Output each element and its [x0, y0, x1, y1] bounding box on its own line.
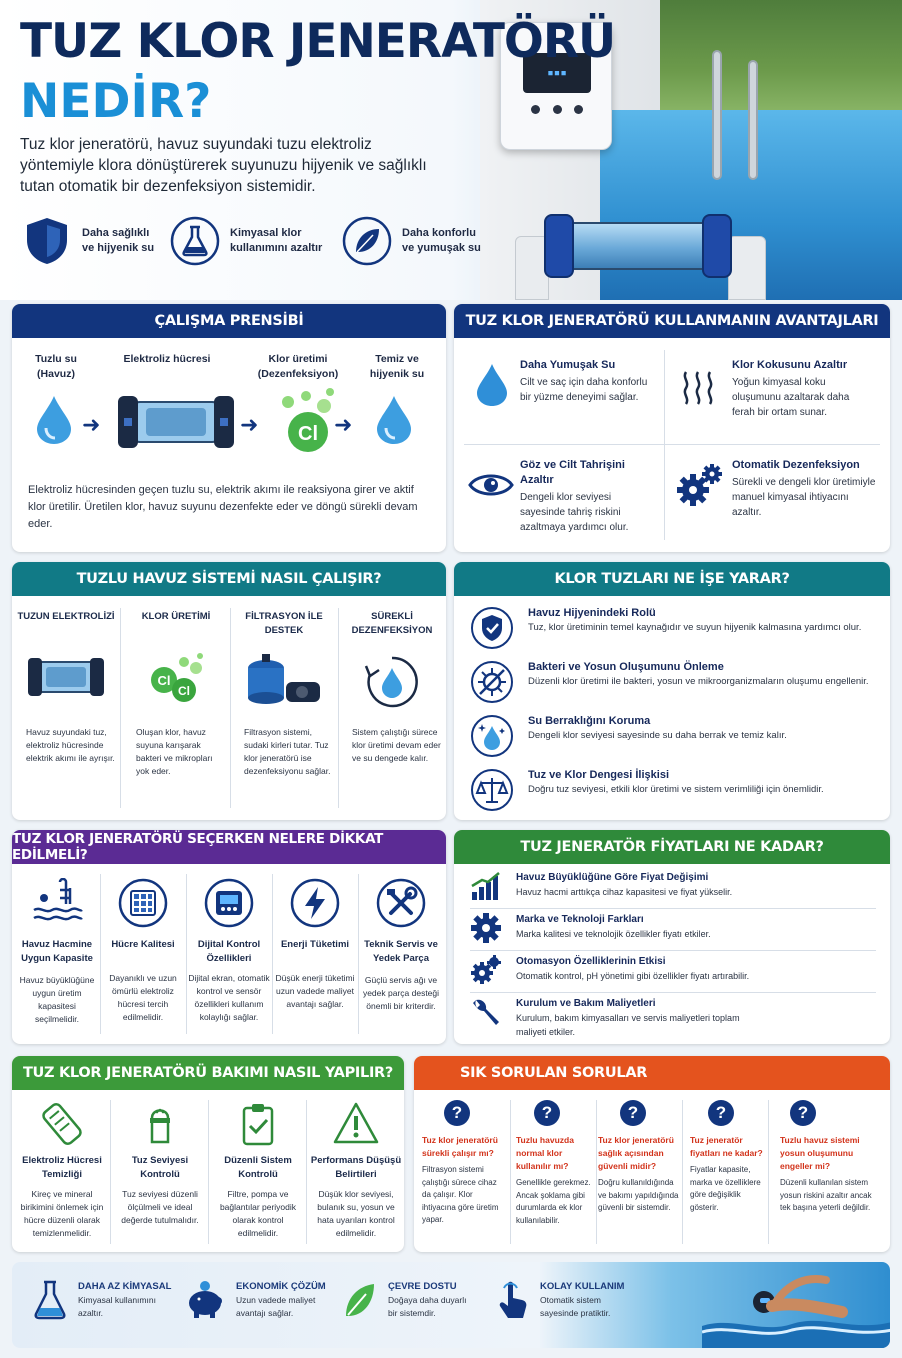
maintenance-text: Filtre, pompa ve bağlantılar periyodik olarak kontrol edilmelidir.	[219, 1189, 297, 1238]
faq-item	[598, 1100, 680, 1215]
price-factor-title: Marka ve Teknoloji Farkları	[516, 914, 644, 925]
clipboard-check-icon	[234, 1100, 282, 1148]
panel-title: TUZ KLOR JENERATÖRÜ SEÇERKEN NELERE DİKKAT EDİLMELİ?	[12, 830, 446, 864]
advantage-text: Cilt ve saç için daha konforlu bir yüzme deneyimi sağlar.	[520, 377, 648, 403]
divider	[208, 1100, 209, 1244]
price-factor-title: Otomasyon Özelliklerinin Etkisi	[516, 956, 666, 967]
faq-answer: Fiyatlar kapasite, marka ve özelliklere göre değişiklik gösterir.	[690, 1165, 761, 1212]
divider	[664, 350, 665, 540]
faq-item	[422, 1100, 506, 1227]
filter-pump-icon	[242, 652, 326, 708]
price-factor-title: Havuz Büyüklüğüne Göre Fiyat Değişimi	[516, 872, 709, 883]
advantage-item	[520, 358, 650, 405]
column-text: Filtrasyon sistemi, sudaki kirleri tutar. Tuz klor jeneratörü ise dezenfeksiyonu sağlar.	[244, 727, 331, 776]
maintenance-text: Düşük klor seviyesi, bulanık su, yosun ve hata uyarıları kontrol edilmelidir.	[317, 1189, 395, 1238]
question-icon: ?	[620, 1100, 646, 1126]
price-factor-item	[470, 912, 876, 944]
cell-grid-icon	[118, 878, 168, 928]
control-panel-icon	[204, 878, 254, 928]
question-icon: ?	[444, 1100, 470, 1126]
pool-icon	[30, 878, 84, 928]
panel-title: KLOR TUZLARI NE İŞE YARAR?	[454, 562, 890, 596]
system-column	[342, 610, 442, 765]
advantage-text: Dengeli klor seviyesi sayesinde tahriş riskini azaltmaya yardımcı olur.	[520, 492, 629, 533]
faq-question: Tuz klor jeneratörü sürekli çalışır mı?	[422, 1135, 498, 1158]
hero-feature	[22, 216, 162, 266]
selection-column	[274, 878, 356, 1011]
divider	[464, 444, 880, 445]
advantage-item	[732, 458, 876, 520]
divider	[768, 1100, 769, 1244]
footer-text: Otomatik sistem sayesinde pratiktir.	[540, 1295, 611, 1318]
tools-icon	[376, 878, 426, 928]
salt-role-text: Düzenli klor üretimi ile bakteri, yosun ve mikroorganizmaların oluşumu engellenir.	[528, 676, 869, 687]
advantage-title: Klor Kokusunu Azaltır	[732, 359, 848, 371]
electrolysis-cell-icon	[26, 656, 106, 698]
divider	[272, 874, 273, 1034]
footer-title: KOLAY KULLANIM	[540, 1281, 625, 1292]
salt-role-item	[470, 606, 876, 650]
step-label: Tuzlu su (Havuz)	[35, 353, 77, 380]
divider	[358, 874, 359, 1034]
water-drop-icon	[34, 394, 74, 446]
arrow-right-icon: ➜	[82, 412, 101, 437]
water-drop-icon	[374, 394, 414, 446]
column-title: SÜREKLİ DEZENFEKSİYON	[351, 611, 433, 636]
price-factor-item	[470, 954, 876, 986]
gears-icon	[676, 462, 724, 508]
price-factor-item	[470, 870, 876, 902]
step-label: Elektroliz hücresi	[123, 353, 211, 365]
cell-clean-icon	[38, 1100, 86, 1148]
gear-icon	[470, 912, 502, 944]
selection-title: Dijital Kontrol Özellikleri	[197, 939, 261, 964]
selection-text: Güçlü servis ağı ve yedek parça desteği önemli bir kriterdir.	[362, 975, 440, 1011]
hand-touch-icon	[496, 1280, 530, 1320]
advantage-item	[520, 458, 656, 535]
price-factor-title: Kurulum ve Bakım Maliyetleri	[516, 998, 656, 1009]
system-column	[126, 610, 226, 778]
chlorine-icon	[144, 652, 208, 704]
faq-question: Tuzlu havuzda normal klor kullanılır mı?	[516, 1135, 574, 1171]
pool-ladder-image	[748, 60, 758, 180]
divider	[596, 1100, 597, 1244]
selection-title: Teknik Servis ve Yedek Parça	[364, 939, 438, 964]
maintenance-panel	[12, 1056, 404, 1252]
salt-role-title: Havuz Hijyenindeki Rolü	[528, 607, 656, 619]
salt-role-title: Su Berraklığını Koruma	[528, 715, 651, 727]
shield-icon	[22, 216, 72, 266]
step-label: Temiz ve hijyenik su	[369, 353, 425, 380]
odor-waves-icon	[680, 368, 716, 408]
system-column	[16, 610, 116, 765]
bacteria-icon	[470, 660, 514, 704]
footer-item	[184, 1280, 332, 1320]
advantage-text: Sürekli ve dengeli klor üretimiyle manuel kimyasal ihtiyacını azaltır.	[732, 477, 876, 518]
footer-title: EKONOMİK ÇÖZÜM	[236, 1281, 326, 1292]
chlorine-icon	[276, 386, 340, 458]
leaf-icon	[342, 1280, 378, 1320]
divider	[510, 1100, 511, 1244]
balance-scale-icon	[470, 768, 514, 812]
panel-title: TUZLU HAVUZ SİSTEMİ NASIL ÇALIŞIR?	[12, 562, 446, 596]
eye-icon	[468, 470, 514, 500]
faq-item	[690, 1100, 766, 1214]
salt-role-text: Dengeli klor seviyesi sayesinde su daha berrak ve temiz kalır.	[528, 730, 787, 741]
hero-feature-label: Daha sağlıklı ve hijyenik su	[82, 227, 155, 254]
selection-column	[16, 878, 98, 1026]
selection-text: Dayanıklı ve uzun ömürlü elektroliz hücresi tercih edilmelidir.	[109, 973, 177, 1022]
faq-question: Tuzlu havuz sistemi yosun oluşumunu engeller mi?	[780, 1135, 860, 1171]
faq-question: Tuz klor jeneratörü sağlık açısından güvenli midir?	[598, 1135, 674, 1171]
maintenance-column	[16, 1100, 108, 1240]
arrow-right-icon: ➜	[240, 412, 259, 437]
salt-role-item	[470, 768, 876, 812]
step-label: Klor üretimi (Dezenfeksiyon)	[257, 353, 339, 380]
swimmer-image	[702, 1272, 890, 1348]
working-principle-panel	[12, 304, 446, 552]
selection-panel	[12, 830, 446, 1044]
salt-role-item	[470, 714, 876, 758]
maintenance-title: Elektroliz Hücresi Temizliği	[22, 1155, 102, 1180]
maintenance-text: Tuz seviyesi düzenli ölçülmeli ve ideal değerde tutulmalıdır.	[121, 1189, 199, 1225]
divider	[338, 608, 339, 808]
footer-title: ÇEVRE DOSTU	[388, 1281, 457, 1292]
wrench-icon	[470, 996, 502, 1028]
shield-check-icon	[470, 606, 514, 650]
divider	[120, 608, 121, 808]
column-title: FİLTRASYON İLE DESTEK	[245, 611, 323, 636]
panel-title: ÇALIŞMA PRENSİBİ	[12, 304, 446, 338]
salt-role-title: Bakteri ve Yosun Oluşumunu Önleme	[528, 661, 724, 673]
leaf-icon	[342, 216, 392, 266]
selection-column	[360, 878, 442, 1013]
maintenance-column	[310, 1100, 402, 1240]
warning-icon	[332, 1100, 380, 1148]
advantage-title: Göz ve Cilt Tahrişini Azaltır	[520, 459, 625, 486]
footer-text: Uzun vadede maliyet avantajı sağlar.	[236, 1295, 316, 1318]
page-title: TUZ KLOR JENERATÖRÜ	[20, 14, 616, 69]
faq-question: Tuz jeneratör fiyatları ne kadar?	[690, 1135, 763, 1158]
footer-title: DAHA AZ KİMYASAL	[78, 1281, 172, 1292]
sparkle-drop-icon	[470, 714, 514, 758]
question-icon: ?	[790, 1100, 816, 1126]
electrolysis-cell-icon	[116, 394, 236, 450]
faq-item	[780, 1100, 884, 1215]
column-text: Havuz suyundaki tuz, elektroliz hücresinde elektrik akımı ile ayrışır.	[26, 727, 115, 763]
selection-text: Dijital ekran, otomatik kontrol ve sensör özellikleri kullanım kolaylığı sağlar.	[188, 973, 270, 1022]
principle-description: Elektroliz hücresinden geçen tuzlu su, elektrik akımı ile reaksiyona girer ve aktif klor üretilir. Üretilen klor, havuz suyunu dezenfekte eder ve döngü sürekli devam eder.	[28, 484, 418, 530]
advantage-title: Daha Yumuşak Su	[520, 359, 616, 371]
selection-text: Düşük enerji tüketimi uzun vadede maliyet avantajı sağlar.	[275, 973, 355, 1009]
divider	[186, 874, 187, 1034]
question-icon: ?	[534, 1100, 560, 1126]
faq-answer: Genellikle gerekmez. Ancak şoklama gibi durumlarda ek klor kullanılabilir.	[516, 1178, 591, 1225]
water-drop-icon	[474, 362, 510, 408]
column-text: Sistem çalıştığı sürece klor üretimi devam eder ve su dengede kalır.	[352, 727, 441, 763]
device-buttons	[531, 105, 583, 114]
footer-item	[496, 1280, 636, 1320]
price-factor-text: Otomatik kontrol, pH yönetimi gibi özellikler fiyatı artırabilir.	[516, 971, 750, 981]
selection-title: Havuz Hacmine Uygun Kapasite	[21, 939, 93, 964]
arrow-right-icon: ➜	[334, 412, 353, 437]
salt-system-panel	[12, 562, 446, 820]
footer-item	[342, 1280, 478, 1320]
advantage-text: Yoğun kimyasal koku oluşumunu azaltarak daha ferah bir ortam sunar.	[732, 377, 850, 418]
faq-panel	[414, 1056, 890, 1252]
maintenance-column	[114, 1100, 206, 1227]
divider	[230, 608, 231, 808]
gears-icon	[470, 954, 502, 986]
price-factor-text: Havuz hacmi arttıkça cihaz kapasitesi ve fiyat yükselir.	[516, 887, 733, 897]
flask-icon	[170, 216, 220, 266]
pool-ladder-image	[712, 50, 722, 180]
advantage-title: Otomatik Dezenfeksiyon	[732, 459, 860, 471]
divider	[470, 992, 876, 993]
footer-bar	[12, 1262, 890, 1348]
price-factor-item	[470, 996, 876, 1039]
panel-title: TUZ KLOR JENERATÖRÜ BAKIMI NASIL YAPILIR?	[12, 1056, 404, 1090]
selection-title: Hücre Kalitesi	[111, 939, 175, 950]
advantage-item	[732, 358, 872, 420]
footer-item	[32, 1280, 171, 1320]
column-title: KLOR ÜRETİMİ	[141, 611, 211, 622]
maintenance-title: Düzenli Sistem Kontrolü	[224, 1155, 292, 1180]
faq-answer: Düzenli kullanılan sistem yosun riskini azaltır ancak tek başına yeterli değildir.	[780, 1178, 872, 1212]
footer-text: Doğaya daha duyarlı bir sistemdir.	[388, 1295, 467, 1318]
prices-panel	[454, 830, 890, 1044]
page-title-question: NEDİR?	[20, 74, 212, 129]
svg-text:Cl: Cl	[178, 684, 190, 698]
electrolysis-cell-image	[540, 214, 736, 278]
hero-feature-label: Kimyasal klor kullanımını azaltır	[230, 227, 323, 254]
selection-title: Enerji Tüketimi	[280, 939, 350, 950]
panel-title: SIK SORULAN SORULAR	[414, 1056, 890, 1090]
lightning-icon	[290, 878, 340, 928]
salt-role-text: Tuz, klor üretiminin temel kaynağıdır ve suyun hijyenik kalmasına yardımcı olur.	[528, 622, 862, 633]
system-column	[234, 610, 334, 778]
divider	[100, 874, 101, 1034]
maintenance-column	[212, 1100, 304, 1240]
svg-text:Cl: Cl	[298, 423, 318, 445]
divider	[470, 908, 876, 909]
piggy-bank-icon	[184, 1280, 226, 1320]
hero-feature-label: Daha konforlu ve yumuşak su	[402, 227, 481, 254]
column-text: Oluşan klor, havuz suyuna karışarak bakteri ve mikropları yok eder.	[136, 727, 213, 776]
divider	[110, 1100, 111, 1244]
svg-text:Cl: Cl	[157, 673, 171, 688]
panel-title: TUZ KLOR JENERATÖRÜ KULLANMANIN AVANTAJLARI	[454, 304, 890, 338]
hero-description: Tuz klor jeneratörü, havuz suyundaki tuzu elektroliz yöntemiyle klora dönüştürerek suyunuzu hijyenik ve sağlıklı tutan otomatik bir dezenfeksiyon sistemidir.	[20, 136, 427, 195]
hero-section	[0, 0, 902, 300]
panel-title: TUZ JENERATÖR FİYATLARI NE KADAR?	[454, 830, 890, 864]
column-title: TUZUN ELEKTROLİZİ	[17, 611, 115, 622]
selection-column	[102, 878, 184, 1024]
maintenance-text: Kireç ve mineral birikimini önlemek için hücre düzenli olarak temizlenmelidir.	[20, 1189, 104, 1238]
hero-trees-image	[660, 0, 902, 118]
divider	[306, 1100, 307, 1244]
divider	[682, 1100, 683, 1244]
selection-column	[188, 878, 270, 1024]
device-screen: ▪▪▪	[523, 53, 591, 93]
salt-shaker-icon	[136, 1100, 184, 1148]
salt-role-title: Tuz ve Klor Dengesi İlişkisi	[528, 769, 670, 781]
bar-growth-icon	[470, 870, 502, 902]
price-factor-text: Kurulum, bakım kimyasalları ve servis maliyetleri toplam maliyeti etkiler.	[516, 1013, 740, 1037]
advantages-panel	[454, 304, 890, 552]
divider	[470, 950, 876, 951]
hero-feature	[342, 216, 482, 266]
footer-text: Kimyasal kullanımını azaltır.	[78, 1295, 156, 1318]
maintenance-title: Performans Düşüşü Belirtileri	[310, 1155, 402, 1180]
faq-answer: Filtrasyon sistemi çalıştığı sürece cihaz da çalışır. Klor ihtiyacına göre üretim yapar.	[422, 1165, 499, 1224]
salt-role-item	[470, 660, 876, 704]
selection-text: Havuz büyüklüğüne uygun üretim kapasitesi seçilmelidir.	[19, 975, 95, 1024]
question-icon: ?	[708, 1100, 734, 1126]
cycle-drop-icon	[362, 652, 422, 712]
flask-icon	[32, 1280, 68, 1320]
hero-feature	[170, 216, 325, 266]
salt-role-text: Doğru tuz seviyesi, etkili klor üretimi ve sistem verimliliği için önemlidir.	[528, 784, 824, 795]
chlorine-salts-panel	[454, 562, 890, 820]
price-factor-text: Marka kalitesi ve teknolojik özellikler fiyatı etkiler.	[516, 929, 711, 939]
faq-answer: Doğru kullanıldığında ve bakımı yapıldığında güvenli bir sistemdir.	[598, 1178, 679, 1212]
maintenance-title: Tuz Seviyesi Kontrolü	[131, 1155, 189, 1180]
faq-item	[516, 1100, 592, 1227]
